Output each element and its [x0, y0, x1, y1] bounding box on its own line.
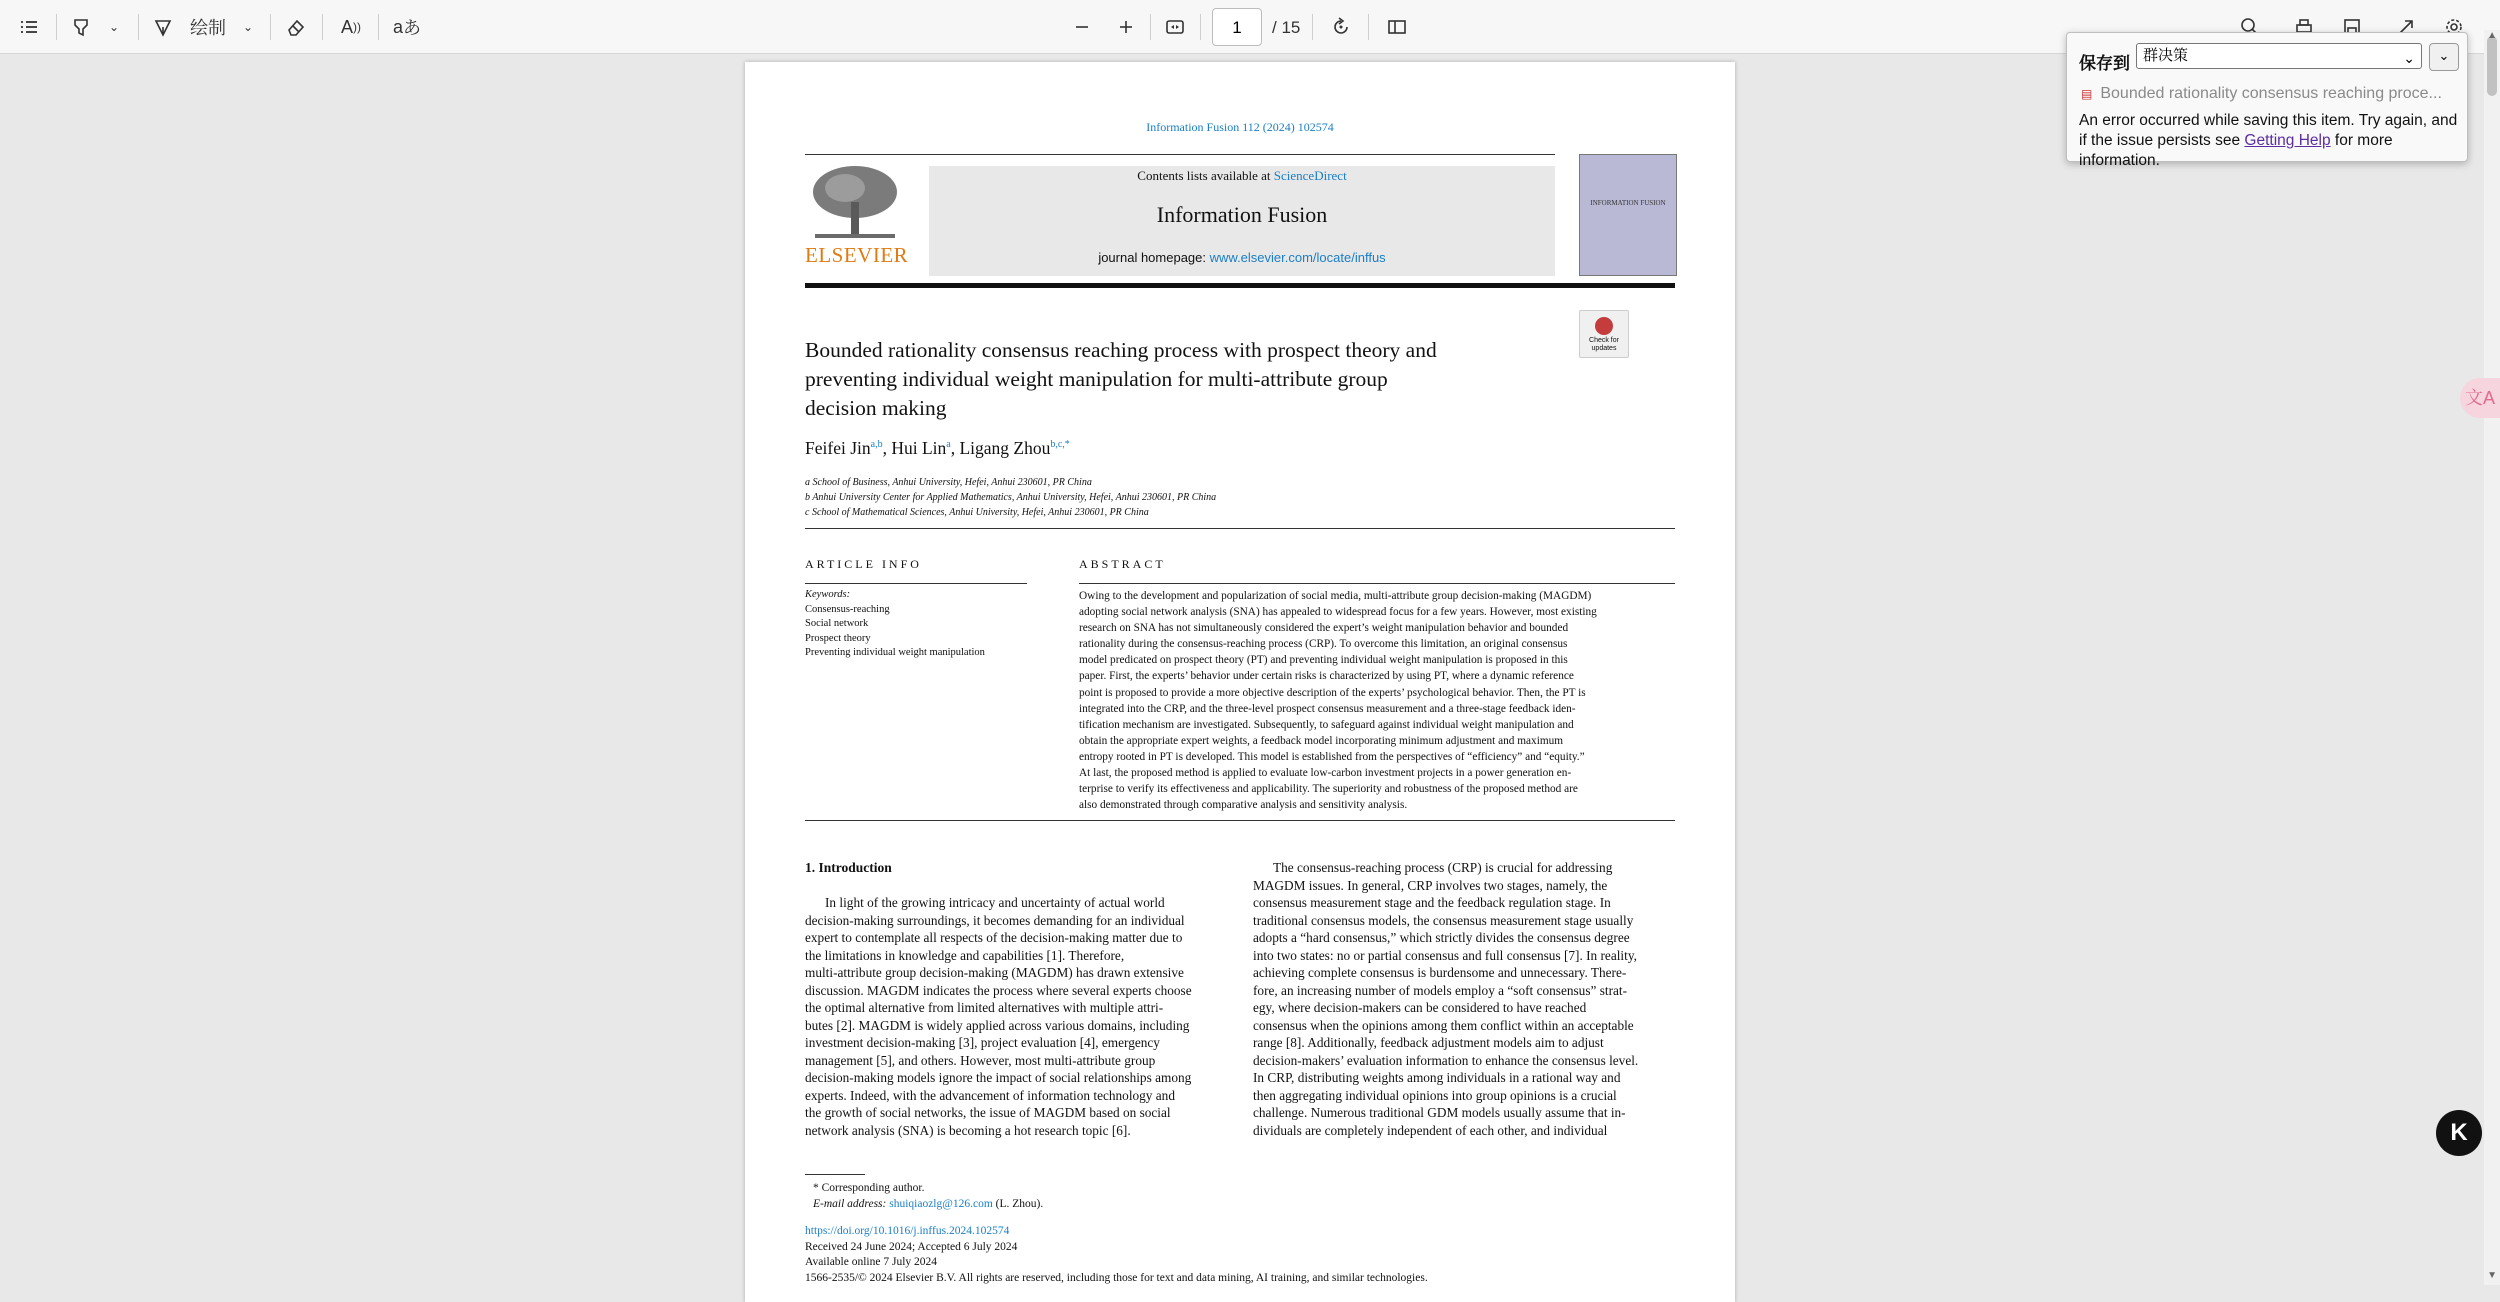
intro-line: butes [2]. MAGDM is widely applied across various domains, including: [805, 1017, 1190, 1033]
homepage-link[interactable]: www.elsevier.com/locate/inffus: [1209, 250, 1386, 265]
saved-item: [2081, 85, 2461, 103]
error-text: An error occurred while saving this item. Try again, and if the issue persists see: [2079, 112, 2458, 149]
article-title: [805, 336, 1437, 423]
popup-chevron-down-icon[interactable]: ⌄: [2429, 43, 2459, 71]
check-updates-label: Check for updates: [1589, 337, 1619, 352]
homepage-line: [929, 250, 1555, 265]
zoom-in-icon[interactable]: [1114, 12, 1138, 42]
abstract-line: At last, the proposed method is applied to evaluate low-carbon investment projects in a power generation en-: [1079, 767, 1572, 780]
check-updates-badge[interactable]: [1579, 310, 1629, 358]
intro-line: then aggregating individual opinions into group opinions is a crucial: [1253, 1087, 1617, 1103]
zoom-out-icon[interactable]: [1070, 12, 1094, 42]
homepage-prefix: journal homepage:: [1098, 250, 1210, 265]
read-aloud-icon[interactable]: A )): [340, 16, 361, 37]
email-line: [813, 1196, 1043, 1212]
abstract-line: Owing to the development and popularization of social media, multi-attribute group decision-making (MAGDM): [1079, 590, 1592, 602]
abstract-line: research on SNA has not simultaneously considered the expert’s weight manipulation behavior and bounded: [1079, 622, 1569, 635]
sciencedirect-link[interactable]: ScienceDirect: [1273, 168, 1347, 183]
eraser-icon[interactable]: [282, 12, 310, 42]
intro-line: range [8]. Additionally, feedback adjustment models aim to adjust: [1253, 1035, 1604, 1050]
abstract-line: tification mechanism are investigated. Subsequently, to safeguard against individual weight manipulation and: [1079, 718, 1574, 731]
page-view-icon[interactable]: [1382, 12, 1412, 42]
journal-name: Information Fusion: [1156, 202, 1328, 227]
authors: [805, 438, 1070, 459]
email-link[interactable]: shuiqiaozlg@126.com: [889, 1198, 993, 1210]
journal-citation[interactable]: Information Fusion 112 (2024) 102574: [1146, 120, 1334, 134]
affiliations: [805, 475, 1216, 520]
intro-line: In light of the growing intricacy and uncertainty of actual world: [825, 895, 1165, 910]
intro-line: dividuals are completely independent of each other, and individual: [1253, 1122, 1608, 1138]
intro-line: In CRP, distributing weights among individuals in a rational way and: [1253, 1070, 1621, 1085]
getting-help-link[interactable]: Getting Help: [2244, 132, 2331, 149]
intro-line: The consensus-reaching process (CRP) is crucial for addressing: [1273, 860, 1613, 875]
abstract-line: model predicated on prospect theory (PT) and preventing individual weight manipulation is proposed in this: [1079, 654, 1568, 667]
collection-select[interactable]: [2136, 43, 2422, 69]
translate-icon[interactable]: a あ: [392, 12, 422, 42]
footnotes: [813, 1180, 1043, 1212]
scrollbar-thumb[interactable]: [2487, 36, 2497, 96]
save-to-label: 保存到: [2079, 54, 2130, 73]
affiliation: b Anhui University Center for Applied Mathematics, Anhui University, Hefei, Anhui 230601, PR China: [805, 492, 1217, 503]
abstract-line: point is proposed to provide a more objective description of the experts’ psychological behavior. Then, the PT is: [1079, 686, 1586, 699]
article-info-heading: ARTICLE INFO: [805, 557, 922, 571]
abstract-text: [1079, 588, 1675, 813]
scroll-up-icon[interactable]: ▲: [2487, 30, 2497, 41]
contents-line: [929, 168, 1555, 184]
intro-line: decision-making surroundings, it becomes demanding for an individual: [805, 912, 1185, 928]
intro-line: the limitations in knowledge and capabilities [1]. Therefore,: [805, 947, 1125, 963]
abstract-line: terprise to verify its effectiveness and applicability. The superiority and robustness of the proposed method are: [1079, 783, 1578, 796]
intro-left-column: [805, 894, 1225, 1139]
intro-line: the growth of social networks, the issue of MAGDM based on social: [805, 1105, 1171, 1120]
save-error-message: [2079, 111, 2459, 171]
intro-line: fore, an increasing number of models employ a “soft consensus” strat-: [1253, 982, 1628, 998]
intro-line: multi-attribute group decision-making (MAGDM) has drawn extensive: [805, 965, 1184, 980]
abstract-line: entropy rooted in PT is developed. This model is established from the perspectives of “efficiency” and “equity.”: [1079, 750, 1585, 763]
author-affiliation-mark[interactable]: a,b: [870, 439, 883, 451]
intro-line: management [5], and others. However, most multi-attribute group: [805, 1052, 1156, 1068]
collection-selected-value: 群决策: [2143, 47, 2189, 64]
intro-line: consensus when the opinions among them conflict within an acceptable: [1253, 1017, 1634, 1033]
abstract-heading: ABSTRACT: [1079, 557, 1166, 571]
elsevier-logo: [805, 162, 909, 267]
check-updates-icon: [1595, 317, 1613, 335]
copyright: 1566-2535/© 2024 Elsevier B.V. All rights are reserved, including those for text and data mining, AI training, and similar technologies.: [805, 1271, 1428, 1284]
corresponding-author-note: * Corresponding author.: [813, 1182, 925, 1194]
pdf-file-icon: ▤: [2081, 87, 2093, 101]
contents-prefix: Contents lists available at: [1137, 168, 1274, 183]
affiliation: c School of Mathematical Sciences, Anhui University, Hefei, Anhui 230601, PR China: [805, 507, 1149, 518]
highlight-icon[interactable]: [68, 12, 94, 42]
select-chevron-down-icon: ⌄: [2403, 50, 2415, 66]
intro-line: egy, where decision-makers can be considered to have reached: [1253, 1000, 1587, 1015]
intro-line: challenge. Numerous traditional GDM models usually assume that in-: [1253, 1105, 1626, 1120]
intro-line: investment decision-making [3], project evaluation [4], emergency: [805, 1035, 1160, 1050]
received-dates: Received 24 June 2024; Accepted 6 July 2024: [805, 1240, 1018, 1253]
keyword: Consensus-reaching: [805, 603, 890, 615]
article-title-line: preventing individual weight manipulation for multi-attribute group: [805, 367, 1388, 391]
author-affiliation-mark[interactable]: b,c,*: [1050, 439, 1070, 451]
intro-line: adopts a “hard consensus,” which strictly divides the consensus degree: [1253, 930, 1630, 945]
author-name: , Ligang Zhou: [950, 438, 1051, 458]
abstract-line: obtain the appropriate expert weights, a feedback model incorporating minimum adjustment and maximum: [1079, 734, 1564, 747]
draw-label[interactable]: 绘制: [190, 18, 226, 38]
journal-cover-image: [1579, 154, 1677, 276]
save-to-popup: [2066, 32, 2468, 169]
abstract-line: also demonstrated through comparative analysis and sensitivity analysis.: [1079, 799, 1408, 812]
error-text-suffix: for more information.: [2079, 132, 2393, 169]
page-number-input[interactable]: 1: [1212, 8, 1262, 46]
intro-line: experts. Indeed, with the advancement of information technology and: [805, 1087, 1175, 1103]
journal-banner: [929, 166, 1555, 276]
keywords-label: Keywords:: [805, 589, 851, 600]
abstract-line: adopting social network analysis (SNA) has appealed to widespread focus for a few years. However, most existing: [1079, 606, 1597, 619]
author-name: Feifei Jin: [805, 438, 871, 458]
author-affiliation-mark[interactable]: a: [946, 439, 951, 451]
floating-assistant-button[interactable]: K: [2436, 1110, 2482, 1156]
intro-line: decision-making models ignore the impact of social relationships among: [805, 1070, 1192, 1085]
article-title-line: Bounded rationality consensus reaching process with prospect theory and: [805, 338, 1437, 362]
floating-translate-button[interactable]: 文A: [2460, 378, 2500, 418]
affiliation: a School of Business, Anhui University, Hefei, Anhui 230601, PR China: [805, 477, 1092, 488]
intro-line: the optimal alternative from limited alternatives with multiple attri-: [805, 1000, 1164, 1015]
publication-info: [805, 1224, 1428, 1286]
translate-label: あ: [403, 18, 421, 38]
draw-pen-icon[interactable]: [150, 12, 176, 42]
intro-line: expert to contemplate all respects of the decision-making matter due to: [805, 930, 1183, 945]
intro-line: achieving complete consensus is burdensome and unnecessary. There-: [1253, 965, 1627, 980]
cover-title: INFORMATION FUSION: [1590, 199, 1666, 207]
email-label: E-mail address:: [813, 1198, 890, 1210]
page-total: / 15: [1272, 18, 1301, 37]
intro-line: decision-makers’ evaluation information to enhance the consensus level.: [1253, 1052, 1639, 1068]
keyword: Social network: [805, 618, 869, 629]
intro-line: traditional consensus models, the consensus measurement stage usually: [1253, 912, 1634, 928]
article-title-line: decision making: [805, 396, 947, 420]
pdf-page: [745, 62, 1735, 1302]
intro-heading: 1. Introduction: [805, 860, 892, 875]
available-online: Available online 7 July 2024: [805, 1256, 938, 1268]
rotate-icon[interactable]: [1326, 12, 1356, 42]
intro-line: into two states: no or partial consensus and full consensus [7]. In reality,: [1253, 947, 1637, 963]
doi-link[interactable]: https://doi.org/10.1016/j.inffus.2024.102574: [805, 1225, 1010, 1237]
scroll-down-icon[interactable]: ▼: [2487, 1270, 2497, 1281]
intro-line: discussion. MAGDM indicates the process where several experts choose: [805, 982, 1192, 998]
intro-line: network analysis (SNA) is becoming a hot research topic [6].: [805, 1122, 1131, 1138]
intro-line: MAGDM issues. In general, CRP involves two stages, namely, the: [1253, 877, 1608, 893]
draw-chevron-down-icon[interactable]: ⌄: [242, 20, 254, 34]
keyword: Prospect theory: [805, 632, 871, 644]
saved-item-title: Bounded rationality consensus reaching proce...: [2100, 85, 2442, 102]
table-of-contents-icon[interactable]: [14, 12, 44, 42]
publisher-name: ELSEVIER: [805, 243, 909, 267]
email-suffix: (L. Zhou).: [992, 1198, 1044, 1210]
intro-line: consensus measurement stage and the feedback regulation stage. In: [1253, 895, 1611, 910]
keyword: Preventing individual weight manipulation: [805, 647, 985, 658]
abstract-line: paper. First, the experts’ behavior under certain risks is characterized by using PT, where a dynamic reference: [1079, 670, 1574, 683]
vertical-scrollbar[interactable]: [2484, 30, 2500, 1285]
highlight-chevron-down-icon[interactable]: ⌄: [108, 20, 120, 34]
keywords-block: [805, 588, 985, 661]
author-name: , Hui Lin: [882, 438, 947, 458]
fit-width-icon[interactable]: [1160, 12, 1190, 42]
intro-right-column: [1253, 859, 1675, 1139]
abstract-line: rationality during the consensus-reaching process (CRP). To overcome this limitation, an original consensus: [1079, 638, 1568, 651]
abstract-line: integrated into the CRP, and the three-level prospect consensus measurement and a three-stage feedback iden-: [1079, 702, 1576, 715]
